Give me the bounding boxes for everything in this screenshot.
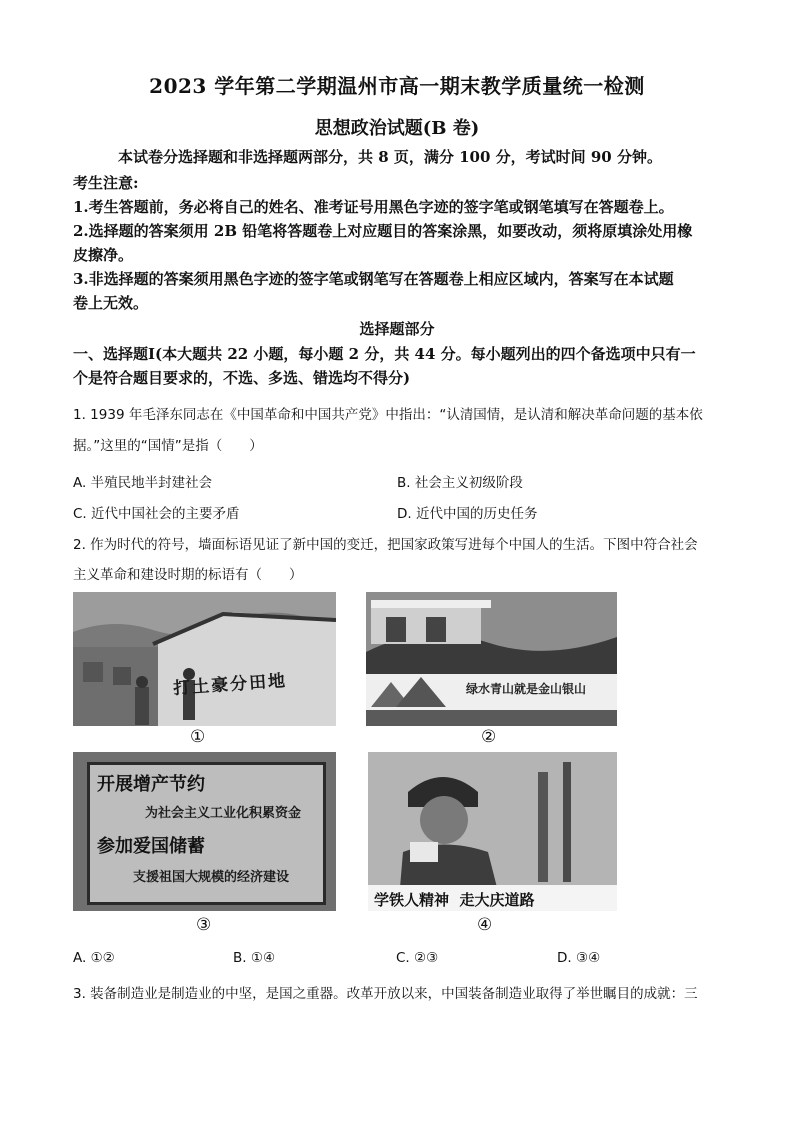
notice-3-line1: 3.非选择题的答案须用黑色字迹的签字笔或钢笔写在答题卷上相应区域内，答案写在本试题 bbox=[73, 270, 674, 288]
question-1-option-c: C. 近代中国社会的主要矛盾 bbox=[73, 506, 240, 522]
question-2-option-c: C. ②③ bbox=[396, 950, 439, 966]
picture-2-green-mountains-wall bbox=[366, 592, 617, 726]
picture-2-caption: ② bbox=[481, 727, 497, 747]
section-instructions-line1: 一、选择题Ⅰ(本大题共 22 小题，每小题 2 分，共 44 分。每小题列出的四个备选项中只有一 bbox=[73, 345, 696, 363]
question-2-line1: 2. 作为时代的符号，墙面标语见证了新中国的变迁，把国家政策写进每个中国人的生活。下图中符合社会 bbox=[73, 537, 698, 553]
exam-description: 本试卷分选择题和非选择题两部分，共 8 页，满分 100 分，考试时间 90 分钟。 bbox=[118, 148, 662, 166]
notice-2-line2: 皮擦净。 bbox=[73, 246, 134, 264]
question-2-option-d: D. ③④ bbox=[557, 950, 601, 966]
picture-3-caption: ③ bbox=[196, 915, 212, 935]
question-1-option-b: B. 社会主义初级阶段 bbox=[397, 475, 523, 491]
question-1-line2: 据。”这里的“国情”是指（ ） bbox=[73, 438, 263, 454]
picture-3-line-3: 参加爱国储蓄 bbox=[97, 836, 205, 857]
exam-subtitle: 思想政治试题(B 卷) bbox=[314, 118, 480, 139]
question-3-line1: 3. 装备制造业是制造业的中坚，是国之重器。改革开放以来，中国装备制造业取得了举世瞩目的成就：三 bbox=[73, 986, 698, 1002]
question-2-line2: 主义革命和建设时期的标语有（ ） bbox=[73, 567, 303, 583]
picture-4-caption: ④ bbox=[477, 915, 493, 935]
question-1-option-d: D. 近代中国的历史任务 bbox=[397, 506, 538, 522]
picture-4-slogan: 学铁人精神 走大庆道路 bbox=[374, 891, 535, 909]
notice-title: 考生注意: bbox=[73, 174, 139, 192]
section-instructions-line2: 个是符合题目要求的，不选、多选、错选均不得分) bbox=[73, 369, 411, 387]
notice-3-line2: 卷上无效。 bbox=[73, 294, 149, 312]
picture-3-line-4: 支援祖国大规模的经济建设 bbox=[133, 870, 290, 885]
picture-3-line-1: 开展增产节约 bbox=[97, 774, 205, 795]
picture-1-caption: ① bbox=[190, 727, 206, 747]
picture-3-savings-poster bbox=[73, 752, 336, 911]
picture-3-line-2: 为社会主义工业化积累资金 bbox=[145, 806, 302, 821]
exam-title: 2023 学年第二学期温州市高一期末教学质量统一检测 bbox=[149, 74, 645, 98]
picture-1-slogan: 打土豪分田地 bbox=[172, 671, 288, 699]
section-heading: 选择题部分 bbox=[359, 320, 435, 338]
question-1-option-a: A. 半殖民地半封建社会 bbox=[73, 475, 213, 491]
question-2-option-b: B. ①④ bbox=[233, 950, 276, 966]
notice-1: 1.考生答题前，务必将自己的姓名、准考证号用黑色字迹的签字笔或钢笔填写在答题卷上。 bbox=[73, 198, 674, 216]
notice-2-line1: 2.选择题的答案须用 2B 铅笔将答题卷上对应题目的答案涂黑，如要改动，须将原填涂处用橡 bbox=[73, 222, 693, 240]
picture-4-daqing-poster bbox=[368, 752, 617, 911]
question-2-option-a: A. ①② bbox=[73, 950, 115, 966]
question-1-line1: 1. 1939 年毛泽东同志在《中国革命和中国共产党》中指出：“认清国情，是认清和解决革命问题的基本依 bbox=[73, 407, 703, 423]
picture-1-land-reform-wall bbox=[73, 592, 336, 726]
picture-2-slogan: 绿水青山就是金山银山 bbox=[466, 682, 587, 696]
